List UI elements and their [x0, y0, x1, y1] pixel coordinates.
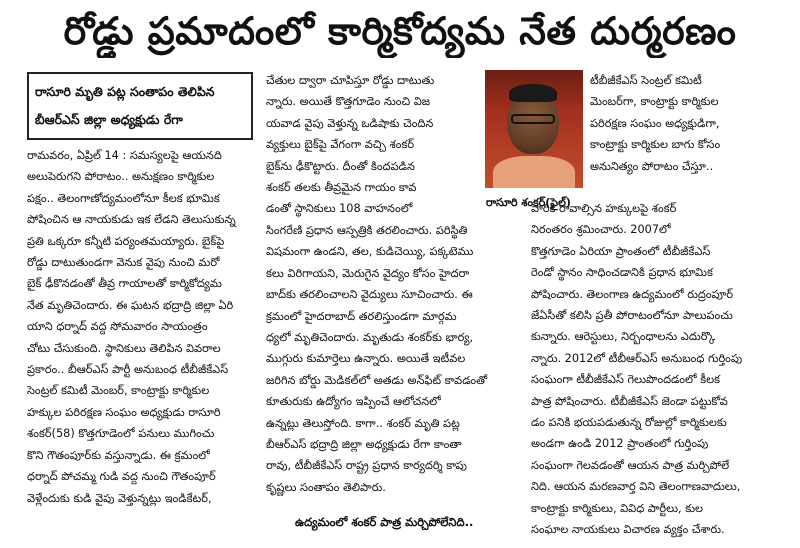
- text-line: కొని గౌతంపూర్‌కు వస్తున్నాడు. ఈ క్రమంలో: [27, 448, 210, 462]
- text-line: యవాడ వైపు వెళ్తున్న ఒడిషాకు చెందిన: [266, 116, 434, 130]
- text-line: వ్యక్తులు బైక్‌పై వేగంగా వచ్చి శంకర్: [266, 138, 415, 152]
- subheadline-box: [27, 72, 253, 140]
- text-line: ముగ్గురు కుమార్తెలు ఉన్నారు. అయితే ఇటీవల: [266, 352, 466, 366]
- article-column-2-bottom: [266, 220, 522, 498]
- text-line: మెంబర్‌గా, కాంట్రాక్టు కార్మికుల: [590, 95, 719, 109]
- text-line: వారికి రావాల్సిన హక్కులపై శంకర్: [531, 202, 677, 215]
- article-column-1: [27, 145, 259, 509]
- text-line: ప్రకారం.. బీఆర్ఎస్ పార్టీ అనుబంధ టీబీజీకేఎస్: [27, 363, 229, 377]
- text-line: బైక్ ఢీకొనడంతో తీవ్ర గాయాలతో కార్మికోద్యమ: [27, 277, 222, 291]
- text-line: పాత్ర పోషించారు. టీబీజీకేఎస్ జెండా పట్టుకోవ: [531, 394, 728, 408]
- text-line: కాంట్రాక్టు కార్మికులు, వివిధ పార్టీలు, కుల: [531, 501, 704, 515]
- text-line: కూతురుకు ఉద్యోగం ఇప్పించే ఆలోచనలో: [266, 395, 441, 409]
- text-line: ధ్యలో మృతిచెందారు. మృతుడు శంకర్‌కు భార్య,: [266, 331, 474, 345]
- text-line: నిరంతరం శ్రమించారు. 2007లో: [531, 223, 671, 237]
- text-line: రోడ్డు దాటుతుండగా వెనుక వైపు నుంచి మరో: [27, 256, 220, 270]
- text-line: శంకర్ తలకు తీవ్రమైన గాయం కావ: [266, 181, 417, 195]
- text-line: హక్కుల పరిరక్షణ సంఘం అధ్యక్షుడు రాసూరి: [27, 405, 221, 419]
- text-line: న్నారు. అయితే కొత్తగూడెం నుంచి విజ: [266, 95, 430, 109]
- text-line: కాంట్రాక్టు కార్మికుల బాగు కోసం: [590, 138, 721, 152]
- text-line: పక్షం.. తెలంగాణోద్యమంలోనూ కీలక భూమిక: [27, 191, 220, 205]
- text-line: జేఏసీతో కలిసి ప్రతీ పోరాటంలోనూ పాలుపంచు: [531, 309, 733, 323]
- photo-shirt: [493, 156, 575, 188]
- section-subheading: ఉద్యమంలో శంకర్ పాత్ర మర్చిపోలేనిది..: [295, 515, 474, 529]
- text-line: యాని ధర్నాద్ వద్ద సోమవారం సాయంత్రం: [27, 320, 208, 334]
- article-column-2-top: [266, 70, 478, 220]
- text-line: జరిగిన బోర్డు మెడికల్‌లో అతడు అన్‌ఫిట్ కావడంతో: [266, 373, 488, 387]
- text-line: నేత మృతిచెందారు. ఈ ఘటన భద్రాద్రి జిల్లా ఏరి: [27, 298, 234, 312]
- text-line: సంఘంగా టీబీజీకేఎస్ గెలుపొందడంలో కీలక: [531, 373, 720, 387]
- headline: రోడ్డు ప్రమాదంలో కార్మికోద్యమ నేత దుర్మరణం: [63, 9, 737, 53]
- text-line: సింగరేణి ప్రధాన ఆస్పత్రికి తరలించారు. పరిస్థితి: [266, 224, 468, 237]
- article-column-3-bottom: [531, 198, 795, 541]
- subheadline-line: బీఆర్ఎస్ జిల్లా అధ్యక్షుడు రేగా: [35, 112, 183, 127]
- text-line: బీఆర్ఎస్ భద్రాద్రి జిల్లా అధ్యక్షుడు రేగా కాంతా: [266, 438, 462, 452]
- text-line: రావు, టీబీజీకేఎస్ రాష్ట్ర ప్రధాన కార్యదర్శి కాపు: [266, 459, 467, 473]
- photo-glasses: [511, 114, 555, 124]
- text-line: విషమంగా ఉండని, తల, కుడిచెయ్యి, పక్కటెము: [266, 245, 474, 259]
- text-line: చోటు చేసుకుంది. స్థానికులు తెలిపిన వివరాల: [27, 341, 221, 355]
- text-line: అండగా ఉండి 2012 ప్రాంతంలో గుర్తింపు: [531, 437, 709, 451]
- photo-hair: [509, 84, 557, 102]
- photo-caption: రాసూరి శంకర్(ఫైల్): [486, 196, 571, 209]
- text-line: కృష్ణలు సంతాపం తెలిపారు.: [266, 480, 386, 494]
- text-line: ధర్నాద్ పోచమ్మ గుడి వద్ద నుంచి గౌతంపూర్: [27, 470, 216, 484]
- text-line: సెంట్రల్ కమిటీ మెంబర్, కాంట్రాక్టు కార్మికుల: [27, 384, 210, 398]
- text-line: పోషించిన ఆ నాయకుడు ఇక లేడని తెలుసుకున్న: [27, 213, 236, 227]
- portrait-photo: [485, 70, 583, 188]
- text-line: న్నారు. 2012లో టీబీఆర్ఎస్ అనుబంధ గుర్తింపు: [531, 351, 743, 365]
- text-line: డంతో స్థానికులు 108 వాహనంలో: [266, 202, 413, 216]
- text-line: బైక్‌ను ఢీకొట్టారు. దీంతో కిందపడిన: [266, 159, 415, 173]
- text-line: ప్రతి ఒక్కరూ కన్నీటి పర్యంతమయ్యారు. బైక్‌పై: [27, 234, 225, 248]
- text-line: శంకర్(58) కొత్తగూడెంలో పనులు ముగించు: [27, 427, 215, 441]
- text-line: డం పనికి భయపడుతున్న రోజుల్లో కార్మికులకు: [531, 416, 727, 430]
- text-line: రామవరం, ఏప్రిల్ 14 : సమస్యలపై ఆయనది: [27, 149, 222, 162]
- text-line: పరిరక్షణ సంఘం అధ్యక్షుడిగా,: [590, 116, 720, 130]
- text-line: పోషించారు. తెలంగాణ ఉద్యమంలో రుద్రంపూర్: [531, 287, 734, 301]
- article-column-3-top: [590, 70, 795, 177]
- text-line: కలు విరిగాయని, మెరుగైన వైద్యం కోసం హైదరా: [266, 266, 470, 280]
- text-line: నిది. ఆయన మరణవార్త విని తెలంగాణవాదులు,: [531, 480, 741, 494]
- subheadline-line: రాసూరి మృతి పట్ల సంతాపం తెలిపిన: [35, 84, 215, 99]
- text-line: బాద్‌కు తరలించాలని వైద్యులు సూచించారు. ఈ: [266, 288, 473, 302]
- text-line: కొత్తగూడెం ఏరియా ప్రాంతంలో టీబీజీకేఎస్: [531, 244, 711, 258]
- text-line: క్రమంలో హైదరాబాద్ తరలిస్తుండగా మార్గమ: [266, 309, 457, 323]
- text-line: రెండో స్థానం సాధించడానికి ప్రధాన భూమిక: [531, 266, 713, 280]
- text-line: సంఘాల నాయకులు విచారణ వ్యక్తం చేశారు.: [531, 523, 725, 537]
- text-line: సంఘంగా గెలవడంతో ఆయన పాత్ర మర్చిపోలే: [531, 458, 730, 472]
- text-line: ఉన్నట్లు తెలుస్తోంది. కాగా.. శంకర్ మృతి పట్ల: [266, 416, 460, 430]
- text-line: అనునిత్యం పోరాటం చేస్తూ..: [590, 159, 714, 173]
- text-line: అలుపెరుగని పోరాటం.. అనుక్షణం కార్మికుల: [27, 170, 215, 184]
- text-line: వెళ్లేందుకు కుడి వైపు వెళ్తున్నట్లు ఇండికేటర్,: [27, 491, 212, 505]
- text-line: టీబీజీకేఎస్ సెంట్రల్ కమిటీ: [590, 74, 702, 87]
- text-line: కున్నారు. ఆరెస్టులు, నిర్బంధాలను ఎదుర్కొ: [531, 330, 716, 344]
- text-line: చేతుల ద్వారా చూపిస్తూ రోడ్డు దాటుతు: [266, 74, 435, 87]
